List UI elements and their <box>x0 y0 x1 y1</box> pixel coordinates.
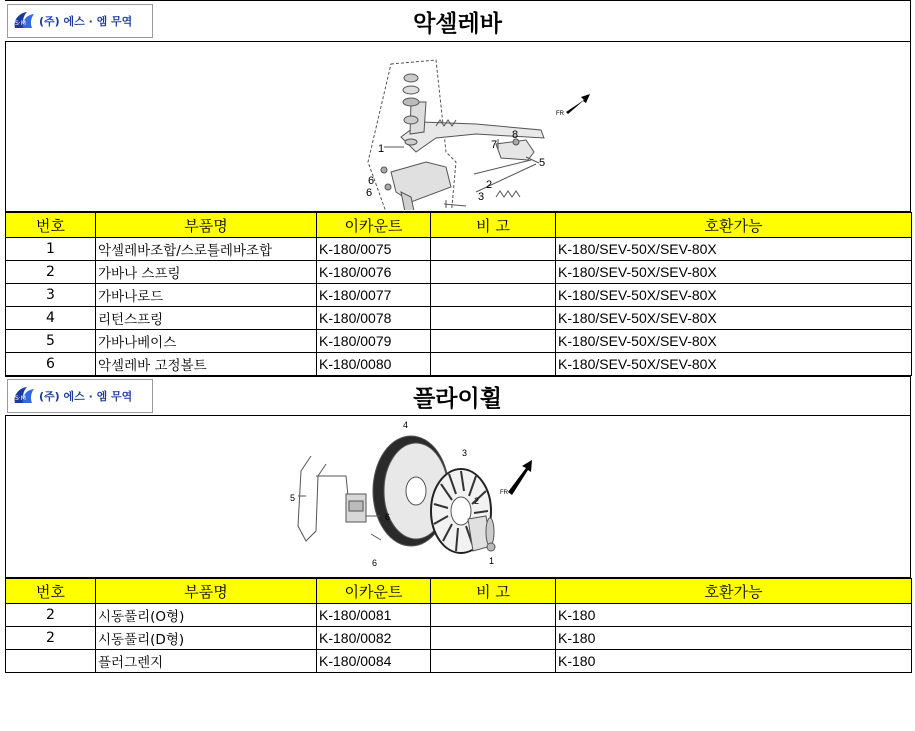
header-no: 번호 <box>6 579 96 604</box>
row-compat: K-180/SEV-50X/SEV-80X <box>556 284 912 307</box>
row-no: 5 <box>6 330 96 353</box>
table-row <box>6 284 912 307</box>
table-header-row <box>6 213 912 238</box>
fr-label: FR <box>500 490 508 496</box>
header-name: 부품명 <box>96 579 317 604</box>
table-row <box>6 330 912 353</box>
row-note <box>431 284 556 307</box>
callout-3: 3 <box>478 191 485 203</box>
callout-7: 7 <box>491 139 498 151</box>
callout-6a: 6 <box>368 175 375 187</box>
table-header-row <box>6 579 912 604</box>
row-name: 플러그렌지 <box>96 650 317 673</box>
row-compat: K-180/SEV-50X/SEV-80X <box>556 330 912 353</box>
company-name: (주) 에스 · 엠 무역 <box>39 15 133 28</box>
row-name: 시동풀리(D형) <box>96 627 317 650</box>
row-compat: K-180 <box>556 627 912 650</box>
row-compat: K-180/SEV-50X/SEV-80X <box>556 261 912 284</box>
header-account: 이카운트 <box>317 213 431 238</box>
row-account: K-180/0080 <box>317 353 431 376</box>
table-row <box>6 627 912 650</box>
callout-6b: 6 <box>372 558 378 568</box>
callout-6b: 6 <box>366 187 373 199</box>
section-1-parts-table <box>5 212 912 376</box>
row-note <box>431 604 556 627</box>
section-2-parts-table <box>5 578 912 673</box>
header-account: 이카운트 <box>317 579 431 604</box>
row-name: 시동풀리(O형) <box>96 604 317 627</box>
section-1-titlebar <box>5 0 911 42</box>
row-name: 가바나로드 <box>96 284 317 307</box>
row-note <box>431 238 556 261</box>
header-note: 비 고 <box>431 579 556 604</box>
callout-5: 5 <box>290 493 296 503</box>
callout-6a: 6 <box>385 512 391 522</box>
row-no: 6 <box>6 353 96 376</box>
callout-4: 4 <box>403 420 409 430</box>
table-row <box>6 238 912 261</box>
row-no: 4 <box>6 307 96 330</box>
svg-text:S·M: S·M <box>15 395 26 402</box>
row-note <box>431 261 556 284</box>
row-account: K-180/0075 <box>317 238 431 261</box>
row-name: 악셀레바조합/스로틀레바조합 <box>96 238 317 261</box>
header-no: 번호 <box>6 213 96 238</box>
row-compat: K-180 <box>556 650 912 673</box>
header-compat: 호환가능 <box>556 579 912 604</box>
row-name: 가바나베이스 <box>96 330 317 353</box>
callout-1: 1 <box>378 143 385 155</box>
row-name: 리턴스프링 <box>96 307 317 330</box>
row-account: K-180/0077 <box>317 284 431 307</box>
row-no: 2 <box>6 604 96 627</box>
row-no: 2 <box>6 261 96 284</box>
section-1-diagram <box>5 42 911 212</box>
row-name: 가바나 스프링 <box>96 261 317 284</box>
section-2-titlebar <box>5 376 911 416</box>
header-compat: 호환가능 <box>556 213 912 238</box>
fr-label: FR <box>556 111 564 117</box>
callout-1: 1 <box>489 556 495 566</box>
row-note <box>431 353 556 376</box>
fr-arrow-icon <box>508 460 532 495</box>
row-no <box>6 650 96 673</box>
row-no: 3 <box>6 284 96 307</box>
row-no: 2 <box>6 627 96 650</box>
row-name: 악셀레바 고정볼트 <box>96 353 317 376</box>
callout-3: 3 <box>462 448 468 458</box>
row-account: K-180/0076 <box>317 261 431 284</box>
parts-sheet <box>5 0 911 673</box>
accelerator-lever-exploded-diagram <box>6 42 910 210</box>
row-account: K-180/0079 <box>317 330 431 353</box>
section-title: 플라이휠 <box>413 386 502 412</box>
section-2-diagram <box>5 416 911 578</box>
callout-8: 8 <box>512 129 519 141</box>
table-row <box>6 604 912 627</box>
row-compat: K-180/SEV-50X/SEV-80X <box>556 353 912 376</box>
table-row <box>6 307 912 330</box>
row-note <box>431 627 556 650</box>
row-account: K-180/0084 <box>317 650 431 673</box>
fr-arrow-icon <box>566 94 590 114</box>
row-account: K-180/0078 <box>317 307 431 330</box>
section-title: 악셀레바 <box>413 11 502 37</box>
header-note: 비 고 <box>431 213 556 238</box>
callout-2: 2 <box>486 179 493 191</box>
header-name: 부품명 <box>96 213 317 238</box>
svg-text:S·M: S·M <box>15 20 26 27</box>
row-compat: K-180 <box>556 604 912 627</box>
callout-2: 2 <box>474 496 480 506</box>
table-row <box>6 650 912 673</box>
row-compat: K-180/SEV-50X/SEV-80X <box>556 238 912 261</box>
callout-5: 5 <box>539 157 546 169</box>
row-note <box>431 330 556 353</box>
row-account: K-180/0082 <box>317 627 431 650</box>
row-note <box>431 650 556 673</box>
table-row <box>6 261 912 284</box>
table-row <box>6 353 912 376</box>
row-no: 1 <box>6 238 96 261</box>
company-name: (주) 에스 · 엠 무역 <box>39 390 133 403</box>
flywheel-exploded-diagram <box>6 416 910 576</box>
row-note <box>431 307 556 330</box>
row-compat: K-180/SEV-50X/SEV-80X <box>556 307 912 330</box>
row-account: K-180/0081 <box>317 604 431 627</box>
